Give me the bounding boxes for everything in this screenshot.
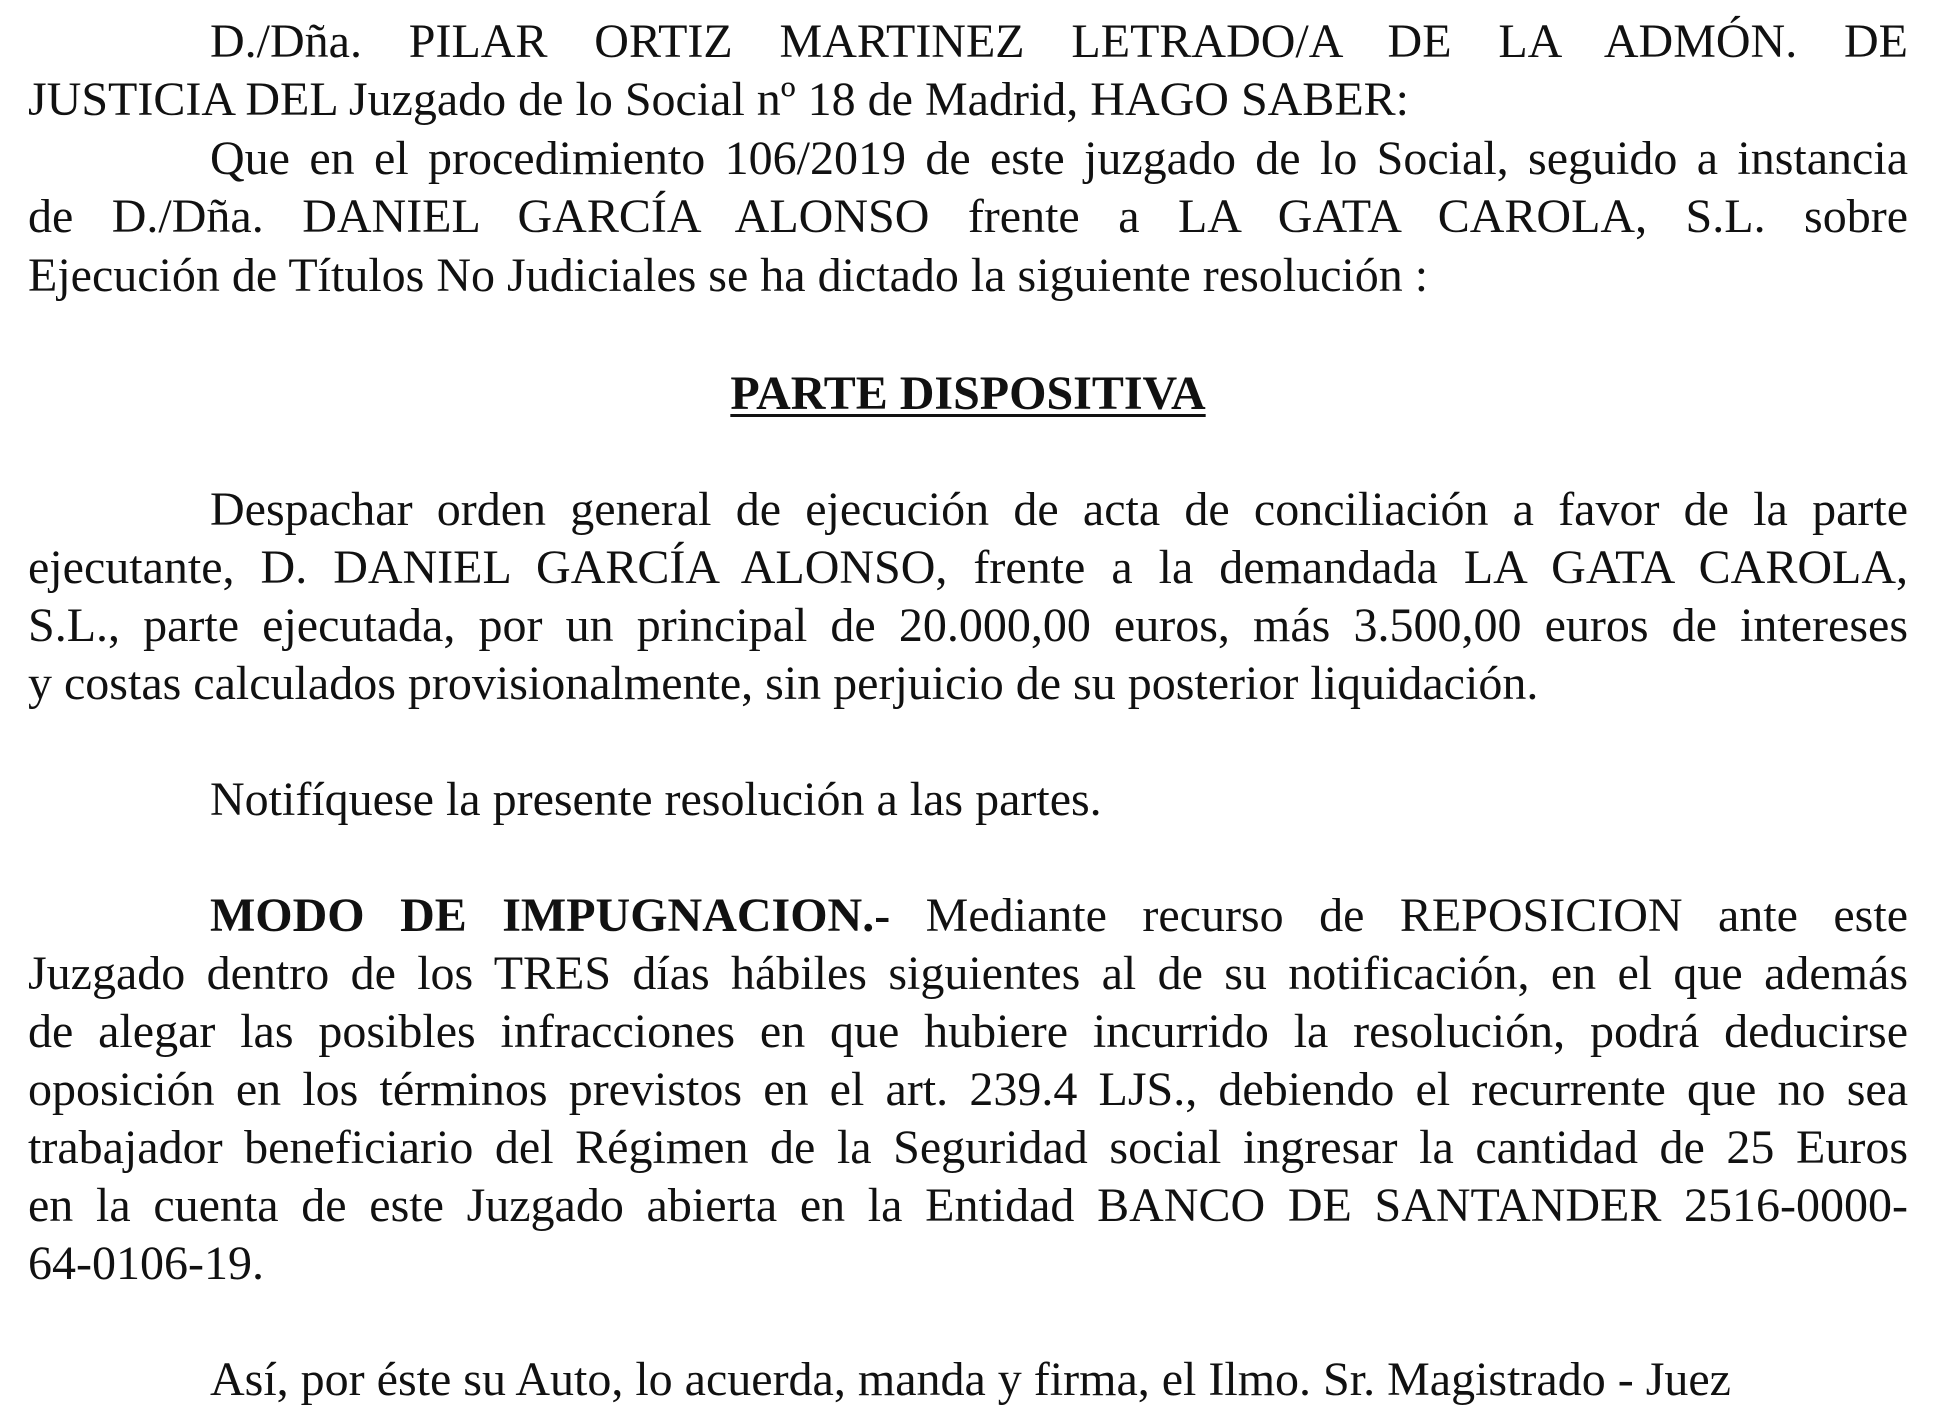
impugnacion-line-1 [210,888,1908,946]
header-line-2: JUSTICIA DEL Juzgado de lo Social nº 18 de Madrid, HAGO SABER: [28,73,1409,126]
intro-line-1: Que en el procedimiento 106/2019 de este juzgado de lo Social, seguido a instancia [210,132,1908,185]
dispositive-line-1: Despachar orden general de ejecución de acta de conciliación a favor de la parte [210,483,1908,536]
impugnacion-line-7: 64-0106-19. [28,1237,264,1290]
impugnacion-line-3: de alegar las posibles infracciones en que hubiere incurrido la resolución, podrá deducirse [28,1005,1908,1058]
impugnacion-line-6: en la cuenta de este Juzgado abierta en la Entidad BANCO DE SANTANDER 2516-0000- [28,1179,1908,1232]
impugnacion-line-1-text: Mediante recurso de REPOSICION ante este [925,889,1908,942]
header-line-1: D./Dña. PILAR ORTIZ MARTINEZ LETRADO/A DE LA ADMÓN. DE [210,15,1908,68]
dispositive-line-3: S.L., parte ejecutada, por un principal de 20.000,00 euros, más 3.500,00 euros de intereses [28,599,1908,652]
notify-line: Notifíquese la presente resolución a las partes. [210,773,1102,826]
section-title: PARTE DISPOSITIVA [730,367,1206,420]
intro-line-3: Ejecución de Títulos No Judiciales se ha dictado la siguiente resolución : [28,249,1429,302]
impugnacion-line-4: oposición en los términos previstos en el art. 239.4 LJS., debiendo el recurrente que no sea [28,1063,1908,1116]
dispositive-line-2: ejecutante, D. DANIEL GARCÍA ALONSO, frente a la demandada LA GATA CAROLA, [28,541,1908,594]
dispositive-line-4: y costas calculados provisionalmente, sin perjuicio de su posterior liquidación. [28,657,1539,710]
impugnacion-heading: MODO DE IMPUGNACION.- [210,889,891,942]
impugnacion-line-2: Juzgado dentro de los TRES días hábiles siguientes al de su notificación, en el que además [28,947,1908,1000]
intro-line-2: de D./Dña. DANIEL GARCÍA ALONSO frente a LA GATA CAROLA, S.L. sobre [28,190,1908,243]
closing-line: Así, por éste su Auto, lo acuerda, manda y firma, el Ilmo. Sr. Magistrado - Juez [210,1353,1731,1406]
impugnacion-line-5: trabajador beneficiario del Régimen de la Seguridad social ingresar la cantidad de 25 Euros [28,1121,1908,1174]
